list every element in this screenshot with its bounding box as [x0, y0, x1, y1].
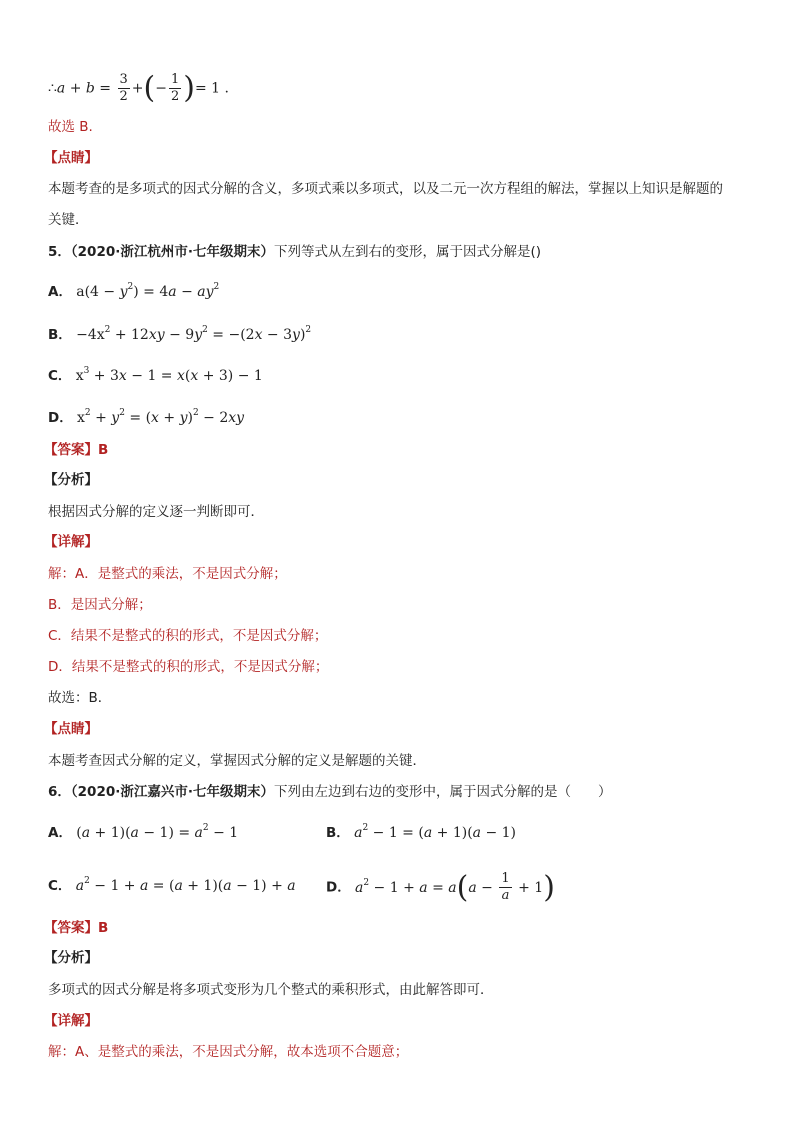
q5-choice: 故选：B．	[48, 690, 112, 706]
q5-detail-line3: C．结果不是整式的积的形式，不是因式分解；	[48, 628, 328, 644]
q5-comment-text: 本题考查因式分解的定义，掌握因式分解的定义是解题的关键．	[48, 753, 426, 769]
q6-analysis-text: 多项式的因式分解是将多项式变形为几个整式的乘积形式，由此解答即可．	[48, 982, 494, 998]
fraction-3-2: $\frac{3}{2}$	[119, 72, 128, 104]
q6-option-c: C． $a^2 - 1 + a = (a + 1)(a - 1) + a$	[48, 876, 296, 894]
q5-analysis-heading: 【分析】	[44, 472, 98, 488]
q6-detail-heading: 【详解】	[44, 1013, 98, 1029]
q5-option-a: A． $a(4 - y^2) = 4a - ay^2$	[48, 282, 220, 300]
q5-option-c: C． $x^3 + 3x - 1 = x(x + 3) - 1$	[48, 366, 263, 384]
q6-option-b: B． $a^2 - 1 = (a + 1)(a - 1)$	[326, 823, 517, 841]
q5-answer-value: B	[98, 442, 109, 458]
q5-answer: 【答案】B	[44, 442, 109, 458]
q4-comment-line2: 关键．	[48, 212, 89, 228]
q5-option-b: B． $-4x^2 + 12xy - 9y^2 = -(2x - 3y)^2$	[48, 325, 312, 343]
q5-detail-line4: D．结果不是整式的积的形式，不是因式分解；	[48, 659, 329, 675]
q5-comment-heading: 【点睛】	[44, 721, 98, 737]
q5-analysis-text: 根据因式分解的定义逐一判断即可．	[48, 504, 264, 520]
q6-option-d: D． $a^2 - 1 + a = a(a$ − $\frac{1}{a}$ + 1)	[326, 869, 555, 905]
q6-option-a: A． $(a + 1)(a - 1) = a^2 - 1$	[48, 823, 239, 841]
therefore-symbol: ∴	[48, 80, 57, 97]
q5-stem: 下列等式从左到右的变形，属于因式分解是()	[274, 244, 542, 260]
q5-detail-heading: 【详解】	[44, 534, 98, 550]
q6-stem: 下列由左边到右边的变形中，属于因式分解的是（ ）	[274, 784, 612, 800]
q6-detail-line1: 解：A、是整式的乘法，不是因式分解，故本选项不合题意；	[48, 1044, 409, 1060]
q5-detail-line1: 解：A．是整式的乘法，不是因式分解；	[48, 566, 287, 582]
q6-source: （2020·浙江嘉兴市·七年级期末）	[70, 784, 274, 800]
q6-answer: 【答案】B	[44, 920, 109, 936]
q6-header: 6．（2020·浙江嘉兴市·七年级期末）下列由左边到右边的变形中，属于因式分解的是（ ）	[48, 784, 612, 800]
q4-comment-line1: 本题考查的是多项式的因式分解的含义，多项式乘以多项式，以及二元一次方程组的解法，掌握以上知识是解题的	[48, 181, 723, 197]
q4-choice: 故选 B.	[48, 119, 93, 135]
q5-detail-line2: B．是因式分解；	[48, 597, 152, 613]
formula-rhs: = 1 .	[194, 80, 229, 97]
fraction-1-2: $\frac{1}{2}$	[170, 72, 180, 104]
q5-source: （2020·浙江杭州市·七年级期末）	[70, 244, 274, 260]
q6-answer-value: B	[98, 920, 109, 936]
top-formula: ∴a + b = $\frac{3}{2}$ +(− $\frac{1}{2}$ )= 1 .	[48, 70, 229, 106]
formula-lhs: a + b =	[56, 80, 112, 97]
q6-analysis-heading: 【分析】	[44, 950, 98, 966]
q4-comment-heading: 【点睛】	[44, 150, 98, 166]
q5-option-d: D． $x^2 + y^2 = (x + y)^2 - 2xy$	[48, 408, 245, 426]
q5-header: 5．（2020·浙江杭州市·七年级期末）下列等式从左到右的变形，属于因式分解是()	[48, 244, 542, 260]
